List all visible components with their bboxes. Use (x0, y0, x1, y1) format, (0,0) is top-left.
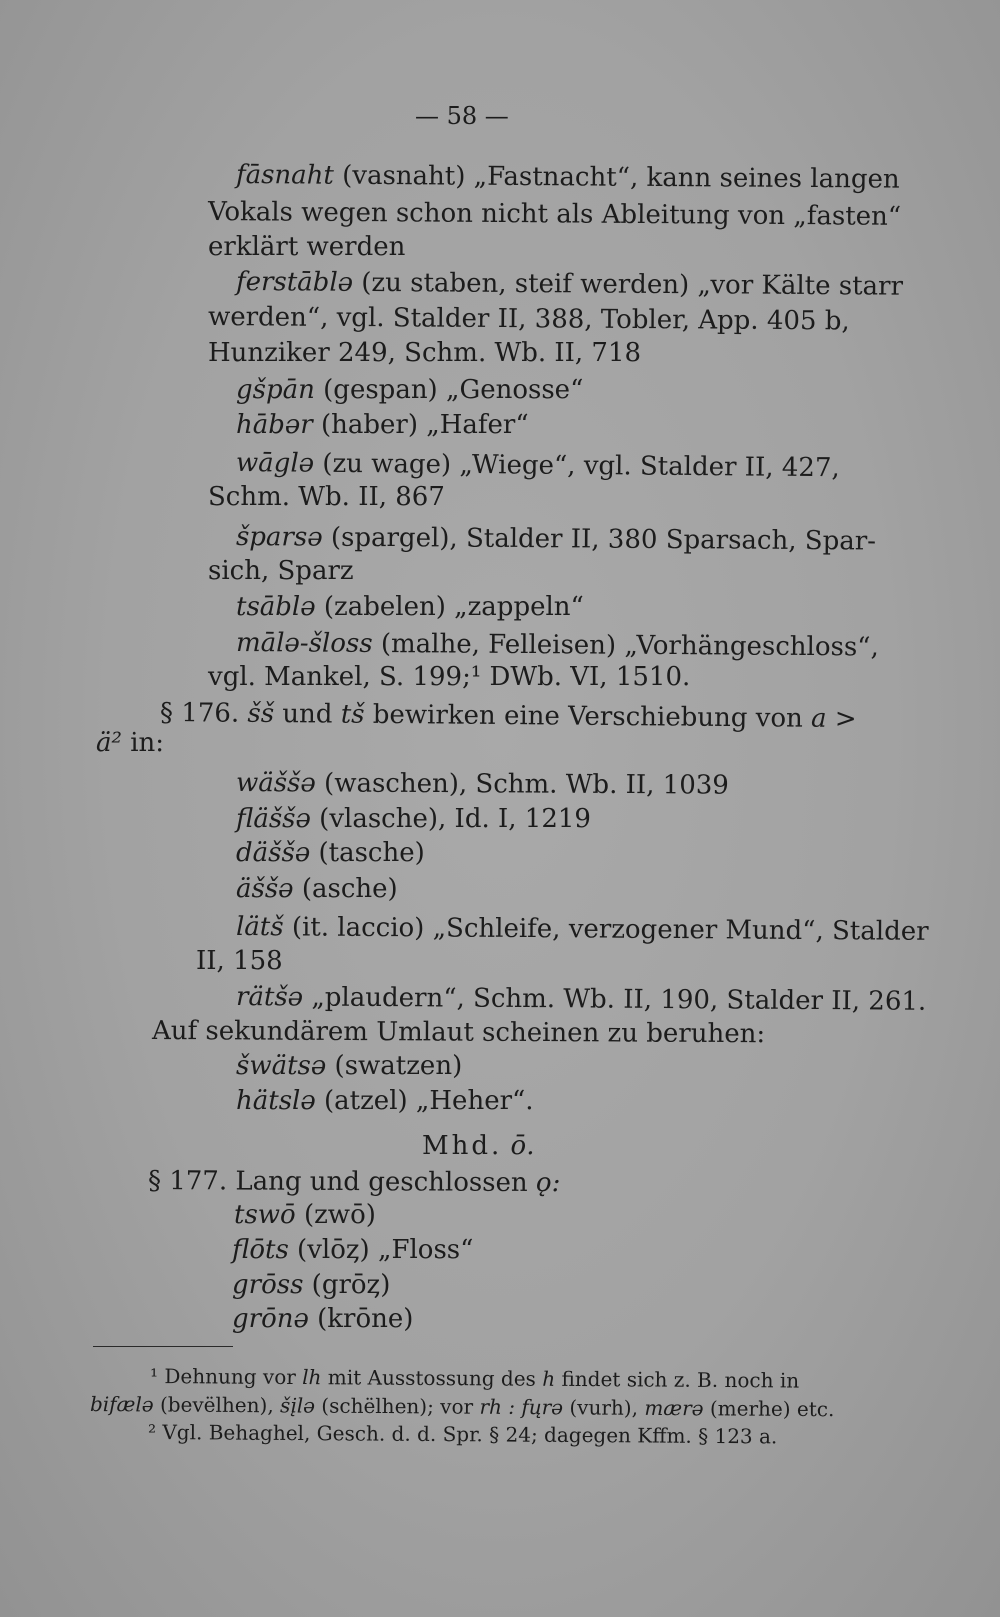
term: h (542, 1366, 556, 1391)
term: šparsə (235, 522, 323, 553)
footnote: bifælə (bevëlhen), šįlə (schëlhen); vor rh : fųrə (vurh), mærə (merhe) etc. (89, 1392, 835, 1422)
entry-line: tsāblə (zabelen) „zappeln“ (236, 592, 584, 622)
entry-line: Hunziker 249, Schm. Wb. II, 718 (208, 338, 642, 368)
subheading: Mhd. ō. (422, 1131, 535, 1161)
term: a > (810, 703, 857, 735)
term: wāglə (235, 448, 315, 479)
entry-line: mālə-šloss (malhe, Felleisen) „Vorhängeschloss“, (235, 628, 879, 663)
entry-line: fläššə (vlasche), Id. I, 1219 (236, 804, 591, 834)
term: tsāblə (236, 592, 316, 622)
term: mærə (644, 1395, 704, 1421)
term: grōss (232, 1270, 304, 1300)
entry-line: Schm. Wb. II, 867 (208, 482, 445, 512)
entry-line: erklärt werden (208, 232, 406, 262)
term: wäššə (235, 768, 316, 799)
term: rh : fųrə (479, 1394, 564, 1420)
entry-line: vgl. Mankel, S. 199;¹ DWb. VI, 1510. (208, 662, 691, 692)
term: fāsnaht (235, 160, 335, 191)
entry-line: II, 158 (196, 946, 283, 976)
term: šš (247, 698, 275, 729)
term: hābər (236, 410, 313, 440)
footnote: ² Vgl. Behaghel, Gesch. d. d. Spr. § 24; dagegen Kffm. § 123 a. (147, 1420, 778, 1449)
term: ä² (96, 728, 122, 758)
entry-line: flōts (vlōȥ) „Floss“ (232, 1235, 474, 1265)
page-number: — 58 — (415, 102, 509, 130)
entry-line: šwätsə (swatzen) (236, 1051, 463, 1081)
entry-line: gšpān (gespan) „Genosse“ (236, 375, 584, 405)
entry-line: ferstāblə (zu staben, steif werden) „vor Kälte starr (235, 267, 904, 302)
entry-line: hätslə (atzel) „Heher“. (236, 1086, 534, 1116)
section-number: § 176. (159, 698, 240, 729)
term: lätš (235, 912, 284, 943)
entry-line: werden“, vgl. Stalder II, 388, Tobler, App. 405 b, (207, 302, 850, 337)
entry-line: wāglə (zu wage) „Wiege“, vgl. Stalder II, 427, (235, 448, 840, 484)
entry-line: rätšə „plaudern“, Schm. Wb. II, 190, Stalder II, 261. (235, 982, 927, 1017)
term: lh (302, 1365, 322, 1390)
term: mālə-šloss (235, 628, 373, 659)
term: flōts (232, 1235, 289, 1265)
term: ferstāblə (235, 267, 354, 298)
term: tš (340, 699, 365, 730)
term: ǫ: (535, 1168, 561, 1199)
paragraph-line: Auf sekundärem Umlaut scheinen zu beruhen: (151, 1016, 766, 1050)
entry-line: däššə (tasche) (236, 838, 425, 868)
entry-line: äššə (asche) (236, 874, 398, 904)
entry-line: sich, Sparz (208, 556, 354, 586)
term: grōnə (232, 1304, 309, 1334)
entry-line: hābər (haber) „Hafer“ (236, 410, 529, 440)
term: šwätsə (236, 1051, 327, 1081)
term: bifælə (89, 1392, 154, 1417)
entry-line: fāsnaht (vasnaht) „Fastnacht“, kann seines langen (235, 160, 900, 195)
term: gšpān (236, 375, 315, 405)
entry-line: grōss (grōȥ) (232, 1270, 391, 1300)
entry-line: lätš (it. laccio) „Schleife, verzogener Mund“, Stalder (235, 912, 929, 947)
footnote: ¹ Dehnung vor lh mit Ausstossung des h findet sich z. B. noch in (149, 1364, 800, 1393)
entry-line: ä² in: (96, 728, 165, 758)
entry-line: Vokals wegen schon nicht als Ableitung von „fasten“ (207, 197, 902, 232)
term: hätslə (236, 1086, 316, 1116)
term: ō. (510, 1131, 535, 1161)
term: šįlə (280, 1393, 316, 1418)
term: fläššə (236, 804, 311, 834)
entry-line: grōnə (krōne) (232, 1304, 414, 1334)
section-line: § 177. Lang und geschlossen ǫ: (147, 1166, 561, 1199)
entry-line: šparsə (spargel), Stalder II, 380 Sparsach, Spar- (235, 522, 877, 557)
entry-line: wäššə (waschen), Schm. Wb. II, 1039 (235, 768, 729, 801)
term: rätšə (235, 982, 304, 1013)
entry-line: tswō (zwō) (234, 1200, 376, 1230)
section-line: § 176. šš und tš bewirken eine Verschiebung von a > (159, 698, 857, 735)
section-number: § 177. (147, 1166, 228, 1197)
term: tswō (234, 1200, 296, 1230)
footnote-divider (93, 1346, 233, 1347)
term: äššə (236, 874, 294, 904)
term: däššə (236, 838, 311, 868)
